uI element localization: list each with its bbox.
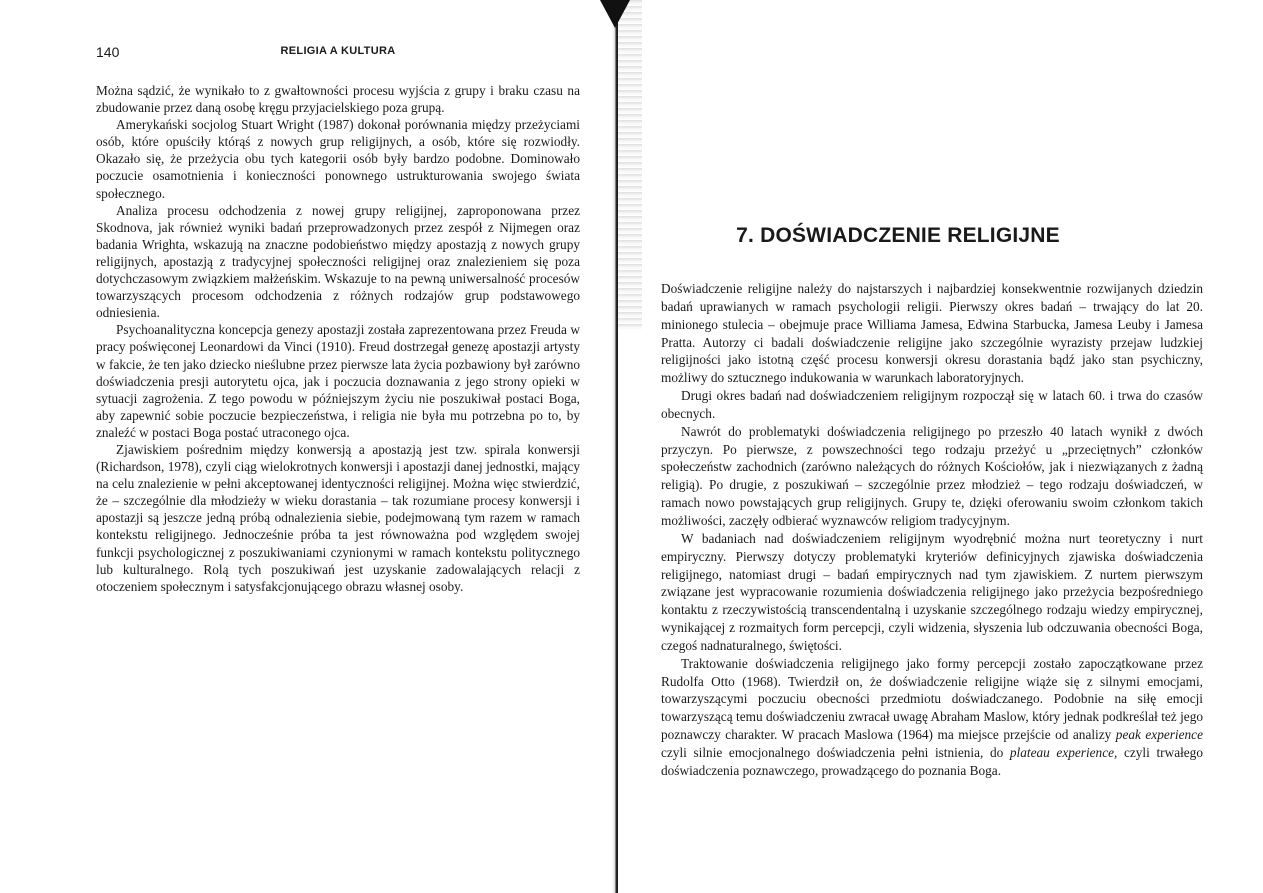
paragraph: Psychoanalityczna koncepcja genezy apostazji została zaprezentowana przez Freuda w pracy poświęconej Leonardowi da Vinci (1910). Freud dostrzegał genezę apostazji artysty w fakcie, że ten jako dziecko nieślubne przez pierwsze lata życia pozbawiony był zarówno doświadczenia presji autorytetu ojca, jak i poczucia doznawania z jego strony opieki w sytuacji zagrożenia. Z tego powodu w późniejszym życiu nie poszukiwał postaci Boga, aby zapewnić sobie poczucie bezpieczeństwa, i religia nie była mu potrzebna po to, by znaleźć w postaci Boga postać utraconego ojca. <box>96 322 580 440</box>
paragraph: Amerykański socjolog Stuart Wright (1987) dokonał porównania między przeżyciami osób, które opuściły którąś z nowych grup religijnych, a osób, które się rozwiodły. Okazało się, że przeżycia obu tych kategorii osób były bardzo podobne. Dominowało poczucie osamotnienia i konieczności ponownego ustrukturowania swojego świata społecznego. <box>96 117 580 201</box>
paragraph: W badaniach nad doświadczeniem religijnym wyodrębnić można nurt teoretyczny i nurt empiryczny. Pierwszy dotyczy problematyki kryteriów definicyjnych zjawiska doświadczenia religijnego, natomiast drugi – badań empirycznych nad tym zjawiskiem. Z nurtem pierwszym związane jest wypracowanie rozumienia doświadczenia religijnego jako przeżycia bezpośredniego kontaktu z rzeczywistością transcendentalną i uzyskanie szczególnego rodzaju wiedzy empirycznej, wynikającej z rozmaitych form percepcji, czyli widzenia, słyszenia lub odczuwania obecności Boga, czegoś nadnaturalnego, świętości. <box>661 530 1203 653</box>
paragraph: Doświadczenie religijne należy do najstarszych i najbardziej konsekwentnie rozwijanych dziedzin badań uprawianych w ramach psychologii religii. Pierwszy okres badań – trwający do lat 20. minionego stulecia – obejmuje prace Williama Jamesa, Edwina Starbucka, Jamesa Leuby i Jamesa Pratta. Autorzy ci badali doświadczenie religijne jako szczególnie wyrazisty przejaw ludzkiej religijności jako istotną część procesu konwersji okresu dorastania bądź jako stan psychiczny, możliwy do sztucznego indukowania w warunkach laboratoryjnych. <box>661 281 1203 386</box>
left-page <box>0 0 612 893</box>
right-page <box>618 0 1263 893</box>
italic-term: peak experience <box>1115 727 1203 743</box>
chapter-title: 7. DOŚWIADCZENIE RELIGIJNE <box>736 224 1060 247</box>
paragraph: Zjawiskiem pośrednim między konwersją a apostazją jest tzw. spirala konwersji (Richardson, 1978), czyli ciąg wielokrotnych konwersji i apostazji danej jednostki, mający na celu znalezienie w pełni akceptowanej identyczności religijnej. Można więc stwierdzić, że – szczególnie dla młodzieży w wieku dorastania – tak rozumiane procesy konwersji i apostazji są jeszcze jedną próbą odnalezienia siebie, podejmowaną tym razem w ramach kontekstu religijnego. Jednocześnie próba ta jest równoważna pod względem swojej funkcji psychologicznej z poszukiwaniami czynionymi w ramach kontekstu politycznego lub kulturalnego. Rolą tych poszukiwań jest uzyskanie zadowalających relacji z otoczeniem społecznym i satysfakcjonującego obrazu własnej osoby. <box>96 441 580 594</box>
left-body-text <box>96 82 580 595</box>
italic-term: plateau experience <box>1009 744 1115 760</box>
paragraph: Nawrót do problematyki doświadczenia religijnego po przeszło 40 latach wynikł z dwóch przyczyn. Po pierwsze, z powszechności tego rodzaju przeżyć u „przeciętnych” członków społeczeństw zachodnich (zarówno należących do różnych Kościołów, jak i niezwiązanych z żadną religią). Po drugie, z poszukiwań – szczególnie przez młodzież – tego rodzaju doświadczeń, w ramach nowo powstających grup religijnych. Grupy te, dzięki oferowaniu swoim członkom takich możliwości, zaczęły odbierać wyznawców religiom tradycyjnym. <box>661 423 1203 528</box>
running-title: RELIGIA A KULTURA <box>280 45 396 57</box>
text-run: czyli silnie emocjonalnego doświadczenia pełni istnienia, do <box>661 744 1010 760</box>
text-run: Traktowanie doświadczenia religijnego jako formy percepcji zostało zapoczątkowane przez Rudolfa Otto (1968). Twierdził on, że doświadczenie religijne wiąże się z silnymi emocjami, towarzyszącymi poczuciu obecności przedmiotu doświadczanego. Podobnie na siłę emocji towarzyszącą temu doświadczeniu zwracał uwagę Abraham Maslow, który jednak podkreślał też jego poznawczy charakter. W pracach Maslowa (1964) ma miejsce przejście od analizy <box>661 655 1203 743</box>
text-run: , czyli trwałego doświadczenia poznawczego, prowadzącego do poznania Boga. <box>661 744 1203 778</box>
running-head <box>96 44 580 62</box>
paragraph: Można sądzić, że wynikało to z gwałtowności procesu wyjścia z grupy i braku czasu na zbudowanie przez daną osobę kręgu przyjacielskiego poza grupą. <box>96 83 580 116</box>
paragraph <box>661 655 1203 780</box>
right-body-text <box>661 280 1203 780</box>
paragraph: Analiza procesu odchodzenia z nowej grupy religijnej, zaproponowana przez Skodnova, jak również wyniki badań przeprowadzonych przez zespół z Nijmegen oraz badania Wrighta, wskazują na znaczne podobieństwo między apostazją z nowych grupy religijnych, apostazją z tradycyjnej społeczności religijnej oraz znalezieniem się poza dotychczasowym związkiem małżeńskim. Wskazuje to na pewną uniwersalność procesów towarzyszących procesom odchodzenia z różnych rodzajów grup podstawowego odniesienia. <box>96 202 580 321</box>
paragraph: Drugi okres badań nad doświadczeniem religijnym rozpoczął się w latach 60. i trwa do czasów obecnych. <box>661 388 1203 421</box>
page-number: 140 <box>96 44 120 60</box>
